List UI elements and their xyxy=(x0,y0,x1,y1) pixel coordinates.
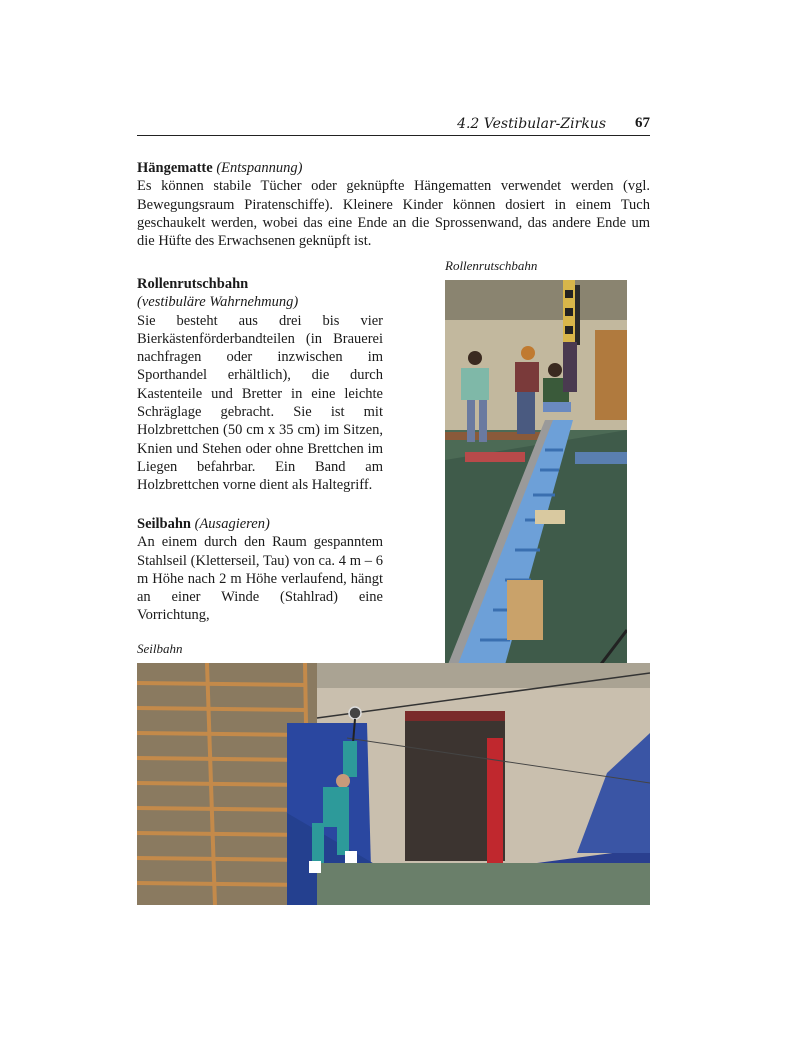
photo-seilbahn xyxy=(137,663,650,905)
photo-rollenrutschbahn xyxy=(445,280,627,672)
section-seilbahn xyxy=(137,515,383,625)
seilbahn-subtitle: (Ausagieren) xyxy=(194,516,270,532)
rollenrutschbahn-body: Sie besteht aus drei bis vier Bierkästenförderbandteilen (in Brauerei nachfragen oder inzwischen im Sporthandel erhältlich), die durch Kastenteile und Bretter in eine leichte Schräglage gebracht. Sie ist mit Holzbrettchen (50 cm x 35 cm) im Sitzen, Knien und Stehen oder ohne Brettchen im Liegen befahrbar. Ein Band am Holzbrettchen vorne dient als Haltegriff. xyxy=(137,312,383,494)
section-title: 4.2 Vestibular-Zirkus xyxy=(457,116,606,132)
caption-seilbahn: Seilbahn xyxy=(137,641,183,656)
caption-rollenrutschbahn: Rollenrutschbahn xyxy=(445,258,538,273)
section-rollenrutschbahn xyxy=(137,275,383,495)
seilbahn-heading: Seilbahn xyxy=(137,516,191,532)
page-number: 67 xyxy=(635,115,650,131)
rollenrutschbahn-heading: Rollenrutschbahn xyxy=(137,276,249,292)
running-header xyxy=(137,113,650,136)
haengematte-body: Es können stabile Tücher oder geknüpfte Hängematten verwendet werden (vgl. Bewegungsraum Piratenschiffe). Kleinere Kinder können dosiert in einem Tuch geschaukelt werden, wobei das eine Ende an die Sprossenwand, das andere Ende um die Hüfte des Erwachsenen geknüpft ist. xyxy=(137,178,650,250)
haengematte-heading: Hängematte xyxy=(137,160,213,176)
seilbahn-body: An einem durch den Raum gespanntem Stahlseil (Kletterseil, Tau) von ca. 4 m – 6 m Höhe nach 2 m Höhe verlaufend, hängt an einer Winde (Stahlrad) eine Vorrichtung, xyxy=(137,534,383,624)
haengematte-subtitle: (Entspannung) xyxy=(216,160,303,176)
rollenrutschbahn-subtitle: (vestibuläre Wahrnehmung) xyxy=(137,294,299,311)
section-haengematte xyxy=(137,159,650,250)
